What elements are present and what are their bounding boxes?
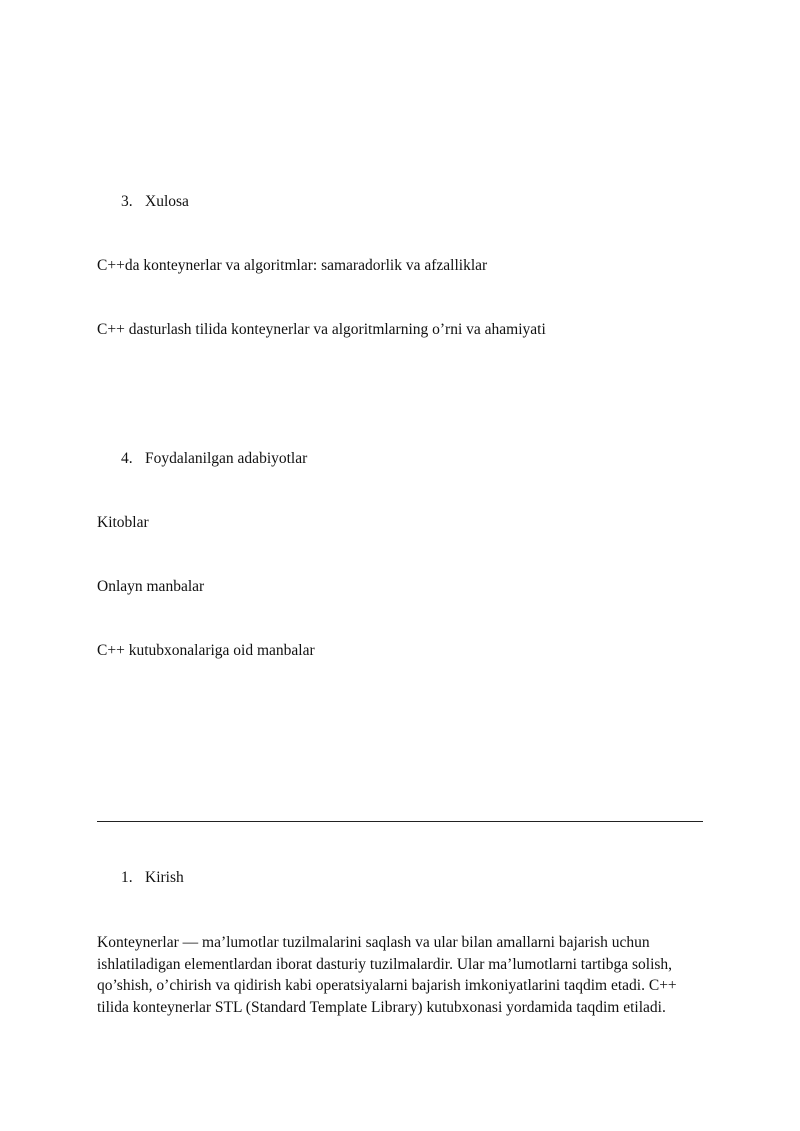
paragraph-line: qo’shish, o’chirish va qidirish kabi operatsiyalarni bajarish imkoniyatlarini taqdim etadi. C++: [97, 977, 677, 994]
conclusion-line-1: C++da konteynerlar va algoritmlar: samaradorlik va afzalliklar: [97, 257, 488, 274]
section-heading-conclusion: [121, 192, 189, 211]
reference-cpp-libraries: C++ kutubxonalariga oid manbalar: [97, 642, 315, 659]
reference-online-sources: Onlayn manbalar: [97, 578, 205, 595]
section-title: Foydalanilgan adabiyotlar: [145, 450, 308, 467]
paragraph-line: ishlatiladigan elementlardan iborat dasturiy tuzilmalardir. Ular ma’lumotlarni tartibga solish,: [97, 955, 673, 973]
paragraph-line: Konteynerlar — ma’lumotlar tuzilmalarini saqlash va ular bilan amallarni bajarish uchun: [97, 934, 650, 951]
list-number: 1.: [121, 869, 133, 886]
conclusion-line-2: C++ dasturlash tilida konteynerlar va algoritmlarning o’rni va ahamiyati: [97, 321, 546, 338]
section-heading-references: [121, 449, 307, 468]
section-heading-introduction: [121, 868, 184, 887]
list-number: 4.: [121, 450, 133, 467]
horizontal-divider: [97, 821, 703, 822]
paragraph-line: tilida konteynerlar STL (Standard Template Library) kutubxonasi yordamida taqdim etiladi.: [97, 998, 666, 1016]
reference-books: Kitoblar: [97, 514, 149, 531]
section-title: Xulosa: [145, 193, 189, 210]
list-number: 3.: [121, 193, 133, 210]
introduction-paragraph: [97, 932, 707, 1018]
section-title: Kirish: [145, 869, 184, 886]
